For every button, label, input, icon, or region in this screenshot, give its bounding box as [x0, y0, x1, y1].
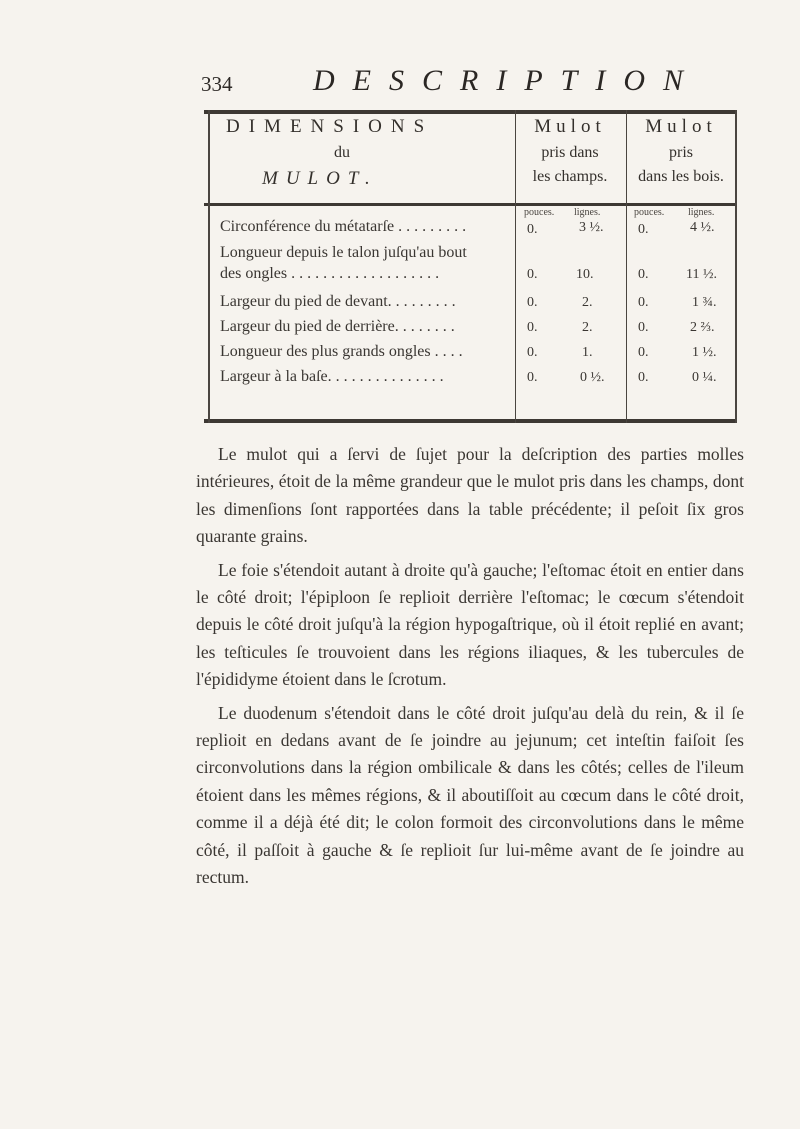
table-border-right — [735, 110, 737, 423]
table-row-label: Largeur à la baſe. . . . . . . . . . . . . . . — [220, 368, 444, 385]
cell-b-lignes: 1 ¾. — [692, 295, 717, 310]
table-row-label: Circonférence du métatarſe . . . . . . . . . — [220, 218, 467, 235]
cell-b-lignes: 11 ½. — [686, 267, 717, 282]
table-rule-top — [204, 110, 737, 114]
cell-a-lignes: 2. — [582, 320, 593, 335]
cell-a-pouces: 0. — [527, 267, 538, 282]
cell-b-lignes: 2 ⅔. — [690, 320, 715, 335]
dimensions-table — [204, 110, 737, 426]
cell-b-lignes: 4 ½. — [690, 220, 715, 235]
table-header-dimensions — [214, 116, 504, 190]
cell-b-pouces: 0. — [638, 370, 649, 385]
cell-a-lignes: 1. — [582, 345, 593, 360]
table-row-label: Largeur du pied de derrière. . . . . . . . — [220, 318, 455, 335]
cell-a-pouces: 0. — [527, 295, 538, 310]
unit-lignes-a: lignes. — [574, 207, 601, 218]
header-mulot-word: MULOT. — [262, 168, 378, 189]
cell-a-pouces: 0. — [527, 222, 538, 237]
header-du-word: du — [334, 144, 350, 161]
cell-b-pouces: 0. — [638, 320, 649, 335]
table-rule-header — [204, 203, 737, 206]
cell-a-lignes: 3 ½. — [579, 220, 604, 235]
cell-a-pouces: 0. — [527, 320, 538, 335]
table-rule-bottom — [204, 419, 737, 423]
table-row-label: Largeur du pied de devant. . . . . . . . . — [220, 293, 456, 310]
unit-pouces-a: pouces. — [524, 207, 555, 218]
header-dimensions-word: DIMENSIONS — [226, 116, 434, 137]
table-header-col-bois — [627, 116, 735, 186]
paragraph: Le duodenum s'étendoit dans le côté droit juſqu'au delà du rein, & il ſe replioit en dedans avant de ſe joindre au jejunum; cet inteſtin faiſoit ſes circonvolutions dans la région ombilicale & dans les côtés; celles de l'ileum étoient dans les mêmes régions, & il aboutiſſoit au cœcum dans le côté droit, comme il a déjà été dit; le colon formoit des circonvolutions dans le même côté, il paſſoit à gauche & ſe replioit ſur lui-même avant de ſe joindre au rectum. — [196, 702, 744, 888]
table-row-label-continued: des ongles . . . . . . . . . . . . . . . . . . . — [220, 265, 440, 282]
body-text — [196, 441, 744, 898]
unit-pouces-b: pouces. — [634, 207, 665, 218]
header-col-a-line1: Mulot — [534, 116, 606, 137]
unit-lignes-b: lignes. — [688, 207, 715, 218]
cell-a-lignes: 0 ½. — [580, 370, 605, 385]
table-row-label: Longueur depuis le talon juſqu'au bout — [220, 244, 467, 261]
cell-b-lignes: 0 ¼. — [692, 370, 717, 385]
table-border-left — [208, 110, 210, 423]
cell-a-lignes: 10. — [576, 267, 594, 282]
cell-b-pouces: 0. — [638, 295, 649, 310]
header-col-a-line3: les champs. — [532, 168, 608, 185]
running-title: DESCRIPTION — [313, 64, 701, 97]
cell-a-lignes: 2. — [582, 295, 593, 310]
table-header-col-champs — [516, 116, 624, 186]
table-row-label: Longueur des plus grands ongles . . . . — [220, 343, 463, 360]
header-col-a-line2: pris dans — [541, 144, 599, 161]
running-head — [201, 62, 741, 102]
paragraph: Le foie s'étendoit autant à droite qu'à gauche; l'eſtomac étoit en entier dans le côté droit; l'épiploon ſe replioit derrière l'eſtomac; le cœcum s'étendoit depuis le côté droit juſqu'à la région hypogaſtrique, où il étoit replié en avant; les teſticules ſe trouvoient dans les régions iliaques, & les tubercules de l'épididyme étoient dans le ſcrotum. — [196, 559, 744, 690]
header-col-b-line1: Mulot — [645, 116, 717, 137]
cell-b-pouces: 0. — [638, 267, 649, 282]
paragraph: Le mulot qui a ſervi de ſujet pour la deſcription des parties molles intérieures, étoit de la même grandeur que le mulot pris dans les champs, dont les dimenſions ſont rapportées dans la table précédente; il peſoit ſix gros quarante grains. — [196, 444, 744, 547]
cell-b-pouces: 0. — [638, 345, 649, 360]
cell-b-lignes: 1 ½. — [692, 345, 717, 360]
cell-b-pouces: 0. — [638, 222, 649, 237]
header-col-b-line2: pris — [669, 144, 693, 161]
page-number: 334 — [201, 72, 233, 96]
cell-a-pouces: 0. — [527, 370, 538, 385]
cell-a-pouces: 0. — [527, 345, 538, 360]
header-col-b-line3: dans les bois. — [638, 168, 724, 185]
